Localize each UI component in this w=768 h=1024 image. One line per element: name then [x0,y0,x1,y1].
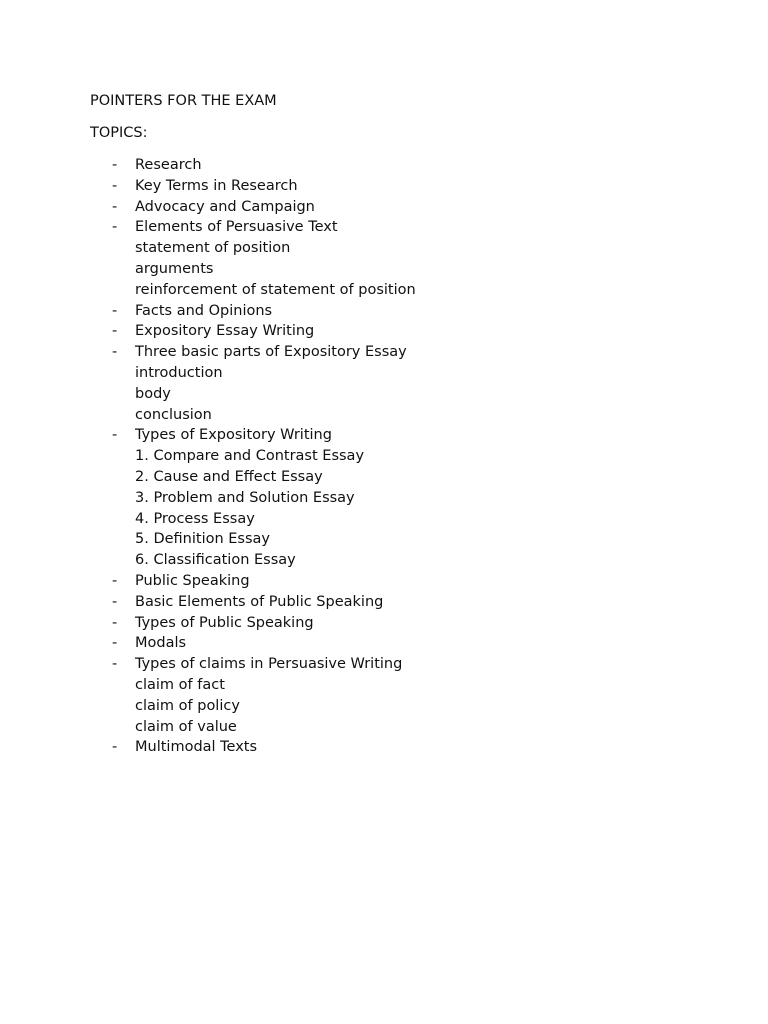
topic-subitem-label: body [135,385,171,402]
bullet-dash: - [112,177,118,194]
topic-subitem-label: 6. Classification Essay [135,552,296,569]
topic-label: Public Speaking [135,572,250,589]
topic-subitem-label: 2. Cause and Effect Essay [135,468,323,485]
topic-label: Types of Public Speaking [135,614,314,631]
bullet-dash: - [112,219,118,236]
bullet-dash: - [112,614,118,631]
bullet-dash: - [112,593,118,610]
topic-label: Advocacy and Campaign [135,198,315,215]
topic-label: Elements of Persuasive Text [135,219,338,236]
topic-subitem-label: claim of policy [135,697,240,714]
topic-label: Types of Expository Writing [135,427,332,444]
topic-subitem-label: claim of fact [135,676,225,693]
topic-label: Modals [135,635,187,652]
bullet-dash: - [112,572,118,589]
topic-subitem-label: 1. Compare and Contrast Essay [135,448,365,465]
topic-label: Facts and Opinions [135,302,273,319]
topic-label: Three basic parts of Expository Essay [135,344,407,361]
topic-subitem-label: conclusion [135,406,212,423]
document-title: POINTERS FOR THE EXAM [90,93,277,109]
topic-label: Research [135,157,202,173]
bullet-dash: - [112,302,118,319]
topic-subitem-label: 4. Process Essay [135,510,255,527]
topic-subitem-label: arguments [135,260,214,277]
topic-label: Expository Essay Writing [135,323,315,340]
topic-subitem-label: introduction [135,364,223,381]
topic-subitem-label: 3. Problem and Solution Essay [135,489,355,506]
topic-subitem-label: statement of position [135,240,291,257]
bullet-dash: - [112,157,118,173]
topic-subitem-label: reinforcement of statement of position [135,281,416,298]
bullet-dash: - [112,198,118,215]
topic-subitem-label: 5. Definition Essay [135,531,271,548]
topic-label: Types of claims in Persuasive Writing [135,656,403,673]
topic-label: Basic Elements of Public Speaking [135,593,384,610]
topic-label: Multimodal Texts [135,739,258,756]
bullet-dash: - [112,344,118,361]
bullet-dash: - [112,635,118,652]
bullet-dash: - [112,427,118,444]
topics-heading: TOPICS: [90,125,148,141]
bullet-dash: - [112,656,118,673]
bullet-dash: - [112,739,118,756]
topic-label: Key Terms in Research [135,177,298,194]
topic-subitem-label: claim of value [135,718,237,735]
bullet-dash: - [112,323,118,340]
